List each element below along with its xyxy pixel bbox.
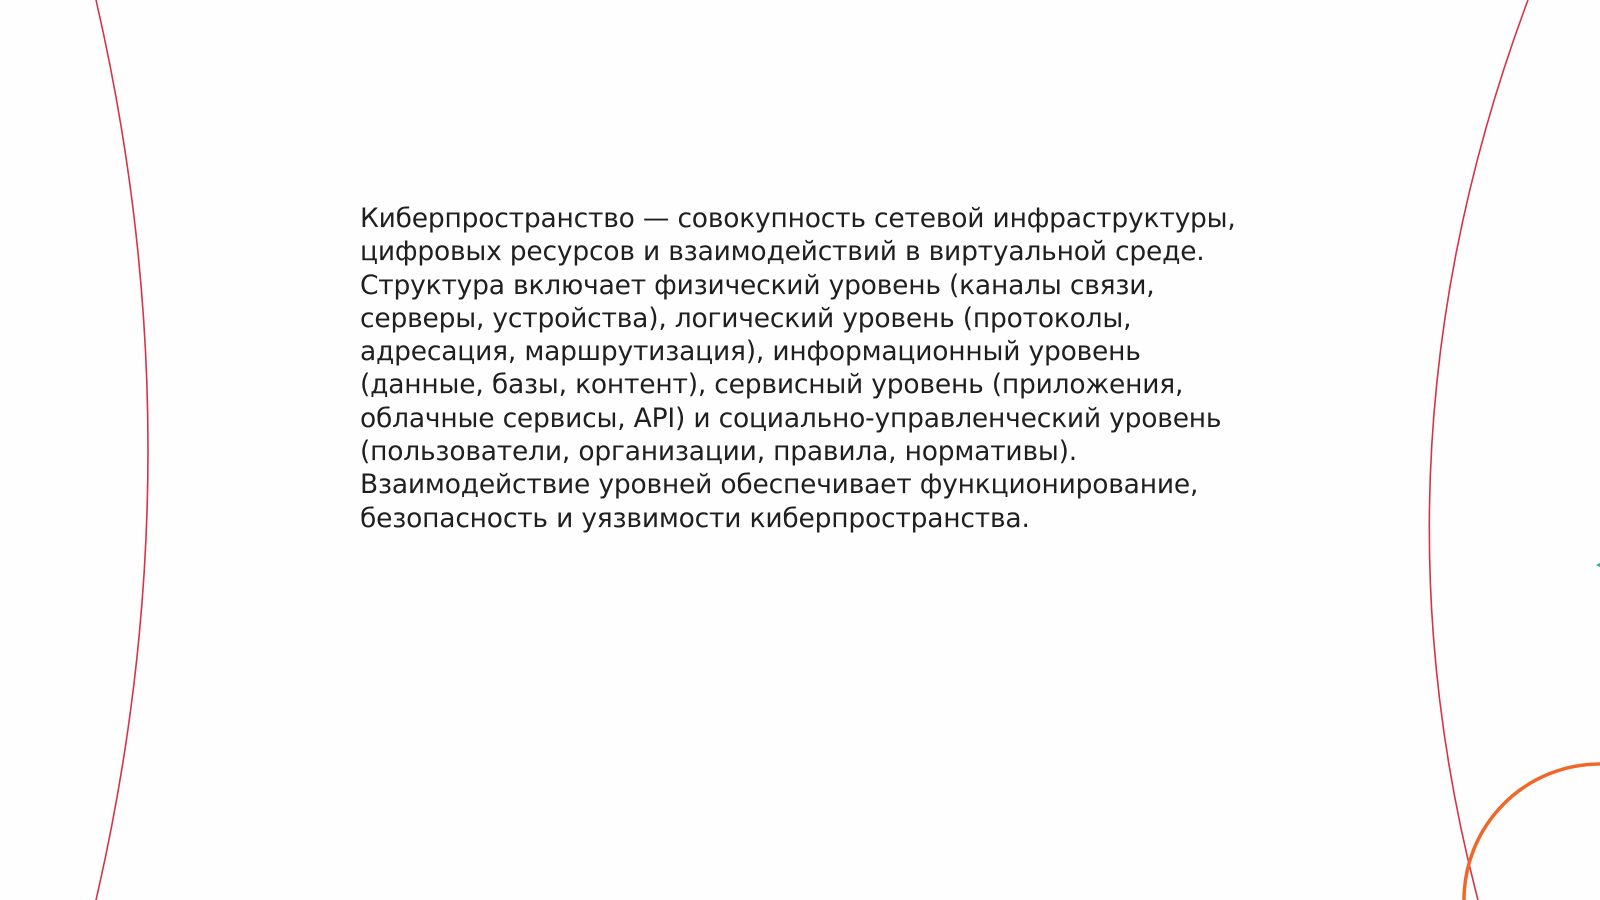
body-line: цифровых ресурсов и взаимодействий в виртуальной среде. xyxy=(360,236,1205,268)
body-line: Структура включает физический уровень (каналы связи, xyxy=(360,269,1155,301)
body-line: Киберпространство — совокупность сетевой инфраструктуры, xyxy=(360,203,1236,234)
body-line: Взаимодействие уровней обеспечивает функционирование, xyxy=(360,469,1199,501)
body-paragraph xyxy=(360,202,1260,535)
left-arc xyxy=(96,0,148,900)
body-line: безопасность и уязвимости киберпространства. xyxy=(360,502,1030,534)
body-line: (данные, базы, контент), сервисный уровень (приложения, xyxy=(360,369,1184,401)
body-line: облачные сервисы, API) и социально-управленческий уровень xyxy=(360,402,1222,434)
teal-accent xyxy=(1596,563,1600,567)
right-arc xyxy=(1429,0,1528,900)
body-line: серверы, устройства), логический уровень (протоколы, xyxy=(360,302,1132,334)
orange-ring xyxy=(1464,764,1600,900)
body-line: адресация, маршрутизация), информационный уровень xyxy=(360,336,1141,368)
body-line: (пользователи, организации, правила, нормативы). xyxy=(360,436,1077,468)
